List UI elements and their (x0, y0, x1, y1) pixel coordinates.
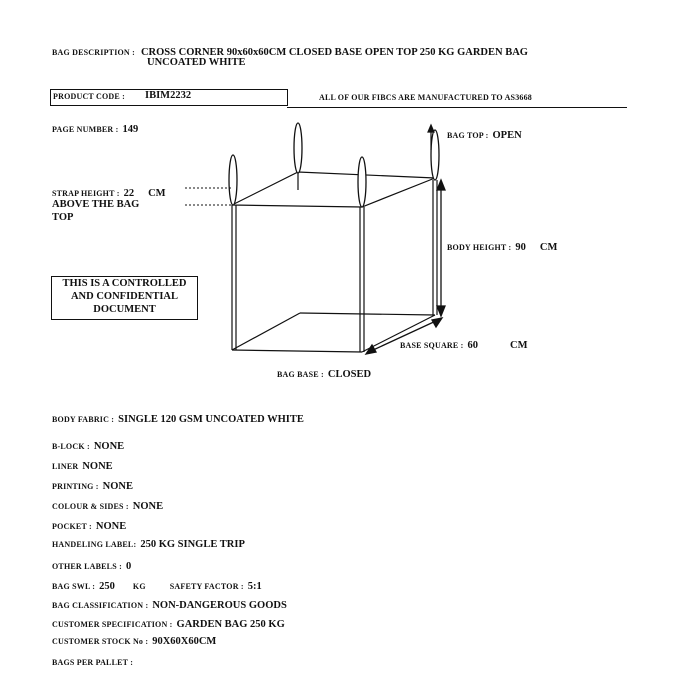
bag-base-front-edge (232, 350, 362, 352)
spec-row-printing (52, 476, 133, 494)
base-square-arrow-end (432, 318, 442, 327)
strap-loop-front-left (229, 155, 237, 205)
spec-value: NONE (102, 481, 134, 492)
body-height-unit: CM (539, 242, 558, 253)
spec-value: NONE (93, 441, 125, 452)
swl-label: BAG SWL : (52, 582, 96, 591)
page-number-label: PAGE NUMBER : (52, 125, 119, 134)
bag-top-arrow-head (428, 125, 434, 132)
spec-label: BAG CLASSIFICATION : (52, 601, 149, 610)
spec-value: 250 KG SINGLE TRIP (140, 539, 245, 550)
spec-label: CUSTOMER SPECIFICATION : (52, 620, 173, 629)
page-number-value: 149 (122, 124, 139, 135)
spec-row-colour-sides (52, 496, 163, 514)
product-code-label: PRODUCT CODE : (53, 92, 125, 101)
swl-unit: KG (132, 582, 146, 591)
spec-label: HANDELING LABEL: (52, 540, 137, 549)
bag-base-label: BAG BASE : (277, 370, 324, 379)
spec-row-bag-classification (52, 595, 287, 613)
spec-value: NONE (82, 461, 113, 472)
swl-value: 250 (99, 581, 115, 592)
bag-top-row (447, 125, 522, 143)
spec-row-bag-swl (52, 576, 262, 594)
spec-row-liner (52, 456, 113, 474)
bag-base-value: CLOSED (327, 369, 372, 380)
spec-label: CUSTOMER STOCK No : (52, 637, 149, 646)
strap-height-unit: CM (148, 188, 166, 199)
spec-row-b-lock (52, 436, 124, 454)
bag-base-row (277, 364, 371, 382)
bag-top-label: BAG TOP : (447, 131, 489, 140)
safety-factor-label: SAFETY FACTOR : (169, 582, 244, 591)
controlled-notice-line2: AND CONFIDENTIAL (70, 291, 179, 302)
base-square-label: BASE SQUARE : (400, 341, 464, 350)
spec-value: 0 (125, 561, 132, 572)
spec-value: NON-DANGEROUS GOODS (152, 600, 287, 611)
spec-label: BAGS PER PALLET : (52, 658, 134, 667)
body-height-value: 90 (515, 242, 526, 253)
spec-row-other-labels (52, 556, 131, 574)
controlled-notice-box (51, 276, 198, 320)
spec-label: LINER (52, 462, 79, 471)
strap-loop-back-left (294, 123, 302, 173)
spec-value: NONE (132, 501, 164, 512)
spec-label: PRINTING : (52, 482, 99, 491)
strap-loop-back-right (431, 130, 439, 180)
bag-top-face (232, 172, 435, 207)
bag-base-back-edge (300, 313, 435, 315)
safety-factor-value: 5:1 (247, 581, 262, 592)
base-square-value: 60 (467, 340, 479, 351)
spec-label: BODY FABRIC : (52, 415, 115, 424)
body-height-arrow-bottom (437, 306, 445, 316)
bag-description-value: CROSS CORNER 90x60x60CM CLOSED BASE OPEN TOP 250 KG GARDEN BAG (140, 47, 528, 58)
spec-label: POCKET : (52, 522, 92, 531)
spec-label: COLOUR & SIDES : (52, 502, 129, 511)
strap-height-note-line2: TOP (52, 212, 74, 223)
spec-label: B-LOCK : (52, 442, 90, 451)
body-height-arrow-top (437, 180, 445, 190)
strap-height-value: 22 (123, 188, 135, 199)
spec-value: 90X60X60CM (152, 636, 217, 647)
manufactured-note: ALL OF OUR FIBCS ARE MANUFACTURED TO AS3668 (319, 93, 532, 102)
spec-row-customer-specification (52, 614, 285, 632)
base-square-row (400, 335, 528, 353)
controlled-notice-line1: THIS IS A CONTROLLED (62, 278, 187, 289)
strap-height-note-line1: ABOVE THE BAG (52, 199, 140, 210)
spec-row-pocket (52, 516, 126, 534)
base-square-unit: CM (510, 340, 528, 351)
spec-row-bags-per-pallet (52, 652, 133, 670)
bag-base-left-edge (232, 313, 300, 350)
strap-height-label: STRAP HEIGHT : (52, 189, 120, 198)
spec-value: GARDEN BAG 250 KG (176, 619, 285, 630)
bag-description-value-continued: UNCOATED WHITE (147, 57, 246, 68)
product-code-value: IBIM2232 (145, 90, 192, 101)
bag-top-value: OPEN (492, 130, 522, 141)
spec-value: SINGLE 120 GSM UNCOATED WHITE (118, 414, 304, 425)
spec-value: NONE (95, 521, 127, 532)
strap-loop-front-right (358, 157, 366, 207)
spec-row-body-fabric (52, 409, 304, 427)
bag-description-label: BAG DESCRIPTION : (52, 48, 135, 57)
controlled-notice-line3: DOCUMENT (93, 304, 156, 315)
spec-row-customer-stock (52, 631, 216, 649)
spec-row-handeling-label (52, 534, 245, 552)
body-height-label: BODY HEIGHT : (447, 243, 512, 252)
spec-label: OTHER LABELS : (52, 562, 122, 571)
body-height-row (447, 237, 557, 255)
